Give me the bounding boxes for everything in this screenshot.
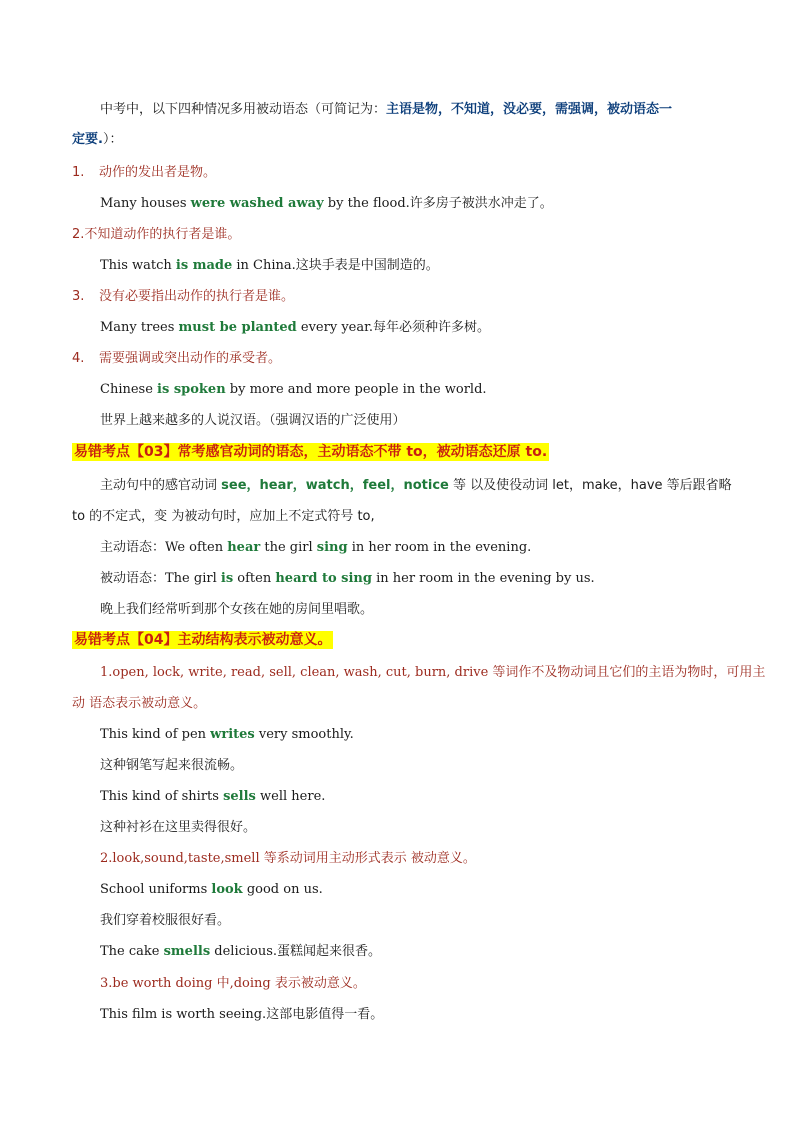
p04-example-1-translation: 这种钢笔写起来很流畅。	[100, 758, 244, 773]
p03-translation: 晚上我们经常听到那个女孩在她的房间里唱歌。	[100, 602, 374, 617]
p04-example-2-translation: 这种衬衫在这里卖得很好。	[100, 820, 257, 835]
p04-rule-1-line-1: 1.open, lock, write, read, sell, clean, wash, cut, burn, drive 等词作不及物动词且它们的主语为物时，可用主	[100, 665, 766, 680]
p04-rule-3: 3.be worth doing 中,doing 表示被动意义。	[100, 976, 366, 991]
p03-line-1: 主动句中的感官动词 see，hear，watch，feel，notice 等 以及使役动词 let，make，have 等后跟省略	[100, 478, 732, 493]
p04-example-3: School uniforms look good on us.	[100, 882, 323, 897]
p04-example-3-translation: 我们穿着校服很好看。	[100, 913, 231, 928]
case-3-title: 3. 没有必要指出动作的执行者是谁。	[72, 289, 295, 304]
case-4-title: 4. 需要强调或突出动作的承受者。	[72, 351, 282, 366]
p03-passive-example: 被动语态：The girl is often heard to sing in her room in the evening by us.	[100, 571, 595, 586]
p04-example-4: The cake smells delicious.蛋糕闻起来很香。	[100, 944, 382, 959]
case-2-title: 2.不知道动作的执行者是谁。	[72, 227, 241, 242]
p04-rule-2: 2.look,sound,taste,smell 等系动词用主动形式表示 被动意义。	[100, 851, 476, 866]
intro-line-1: 中考中，以下四种情况多用被动语态（可简记为：主语是物，不知道，没必要，需强调，被动语态一	[100, 102, 673, 117]
p04-example-2: This kind of shirts sells well here.	[100, 789, 326, 804]
point-04-heading: 易错考点【04】主动结构表示被动意义。	[74, 632, 332, 648]
case-3-example: Many trees must be planted every year.每年必须种许多树。	[100, 320, 491, 335]
case-4-example: Chinese is spoken by more and more people in the world.	[100, 382, 487, 397]
intro-line-2: 定要.）：	[72, 132, 123, 147]
p04-example-1: This kind of pen writes very smoothly.	[100, 727, 354, 742]
case-1-example: Many houses were washed away by the flood.许多房子被洪水冲走了。	[100, 196, 553, 211]
p03-line-2: to 的不定式，变 为被动句时，应加上不定式符号 to,	[72, 509, 375, 524]
case-2-example: This watch is made in China.这块手表是中国制造的。	[100, 258, 439, 273]
case-1-title: 1. 动作的发出者是物。	[72, 165, 217, 180]
p04-example-5: This film is worth seeing.这部电影值得一看。	[100, 1007, 384, 1022]
point-03-heading: 易错考点【03】常考感官动词的语态，主动语态不带 to，被动语态还原 to.	[74, 444, 548, 460]
p04-rule-1-line-2: 动 语态表示被动意义。	[72, 696, 207, 711]
case-4-translation: 世界上越来越多的人说汉语。（强调汉语的广泛使用）	[100, 413, 406, 428]
p03-active-example: 主动语态：We often hear the girl sing in her room in the evening.	[100, 540, 532, 555]
